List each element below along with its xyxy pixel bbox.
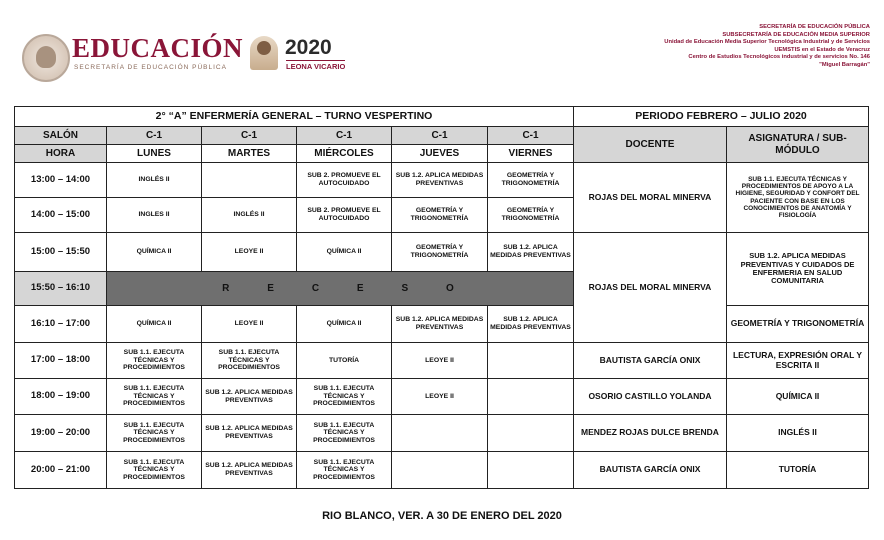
hora-header: HORA [14,144,107,163]
teacher-cell: MENDEZ ROJAS DULCE BRENDA [573,414,727,452]
teacher-cell: BAUTISTA GARCÍA ONIX [573,342,727,379]
time-slot: 17:00 – 18:00 [14,342,107,379]
class-cell: SUB 1.1. EJECUTA TÉCNICAS Y PROCEDIMIENTOS [106,451,202,489]
class-cell [487,342,574,379]
day-header: VIERNES [487,144,574,163]
time-slot: 16:10 – 17:00 [14,305,107,343]
class-cell [391,451,488,489]
table-title: 2° “A” ENFERMERÍA GENERAL – TURNO VESPERTINO [14,106,574,127]
class-cell: SUB 1.1. EJECUTA TÉCNICAS Y PROCEDIMIENTOS [106,378,202,415]
class-cell: SUB 1.2. APLICA MEDIDAS PREVENTIVAS [391,162,488,198]
class-cell: SUB 1.1. EJECUTA TÉCNICAS Y PROCEDIMIENTOS [296,451,392,489]
class-cell: LEOYE II [201,232,297,272]
subject-cell: GEOMETRÍA Y TRIGONOMETRÍA [726,305,869,343]
brand-title: EDUCACIÓN [72,33,244,63]
subject-cell: QUÍMICA II [726,378,869,415]
class-cell [487,378,574,415]
teacher-cell: BAUTISTA GARCÍA ONIX [573,451,727,489]
class-cell: SUB 1.1. EJECUTA TÉCNICAS Y PROCEDIMIENTOS [296,414,392,452]
class-cell: SUB 1.2. APLICA MEDIDAS PREVENTIVAS [201,414,297,452]
room-header: C-1 [487,126,574,145]
teacher-cell: ROJAS DEL MORAL MINERVA [573,162,727,233]
room-header: C-1 [296,126,392,145]
subject-cell: LECTURA, EXPRESIÓN ORAL Y ESCRITA II [726,342,869,379]
teacher-cell: ROJAS DEL MORAL MINERVA [573,232,727,343]
class-cell: SUB 1.1. EJECUTA TÉCNICAS Y PROCEDIMIENTOS [106,414,202,452]
room-header: C-1 [106,126,202,145]
class-cell: GEOMETRÍA Y TRIGONOMETRÍA [391,197,488,233]
institution-line: SUBSECRETARÍA DE EDUCACIÓN MEDIA SUPERIOR [722,31,870,38]
institution-line: "Miguel Barragán" [819,61,870,68]
time-slot: 18:00 – 19:00 [14,378,107,415]
class-cell: LEOYE II [201,305,297,343]
class-cell: TUTORÍA [296,342,392,379]
class-cell: SUB 1.2. APLICA MEDIDAS PREVENTIVAS [201,451,297,489]
class-cell: INGLÉS II [106,162,202,198]
docente-header: DOCENTE [573,126,727,163]
room-header: C-1 [391,126,488,145]
class-cell [391,414,488,452]
salon-header: SALÓN [14,126,107,145]
brand-subtitle: SECRETARÍA DE EDUCACIÓN PÚBLICA [74,64,227,71]
class-cell: LEOYE II [391,378,488,415]
day-header: LUNES [106,144,202,163]
class-cell: QUÍMICA II [296,232,392,272]
institution-line: UEMSTIS en el Estado de Veracruz [774,46,870,53]
time-slot: 14:00 – 15:00 [14,197,107,233]
period-label: PERIODO FEBRERO – JULIO 2020 [573,106,869,127]
class-cell [487,414,574,452]
class-cell: GEOMETRÍA Y TRIGONOMETRÍA [487,197,574,233]
time-slot: 20:00 – 21:00 [14,451,107,489]
class-cell [487,451,574,489]
subject-cell: TUTORÍA [726,451,869,489]
class-cell: SUB 1.2. APLICA MEDIDAS PREVENTIVAS [201,378,297,415]
class-cell: GEOMETRÍA Y TRIGONOMETRÍA [391,232,488,272]
subject-cell: SUB 1.1. EJECUTA TÉCNICAS Y PROCEDIMIENTOS DE APOYO A LA HIGIENE, SEGURIDAD Y CONFORT DEL PACIENTE CON BASE EN LOS CONOCIMIENTOS DE ANATOMÍA Y FISIOLOGÍA [726,162,869,233]
asignatura-header: ASIGNATURA / SUB-MÓDULO [726,126,869,163]
time-slot: 15:50 – 16:10 [14,271,107,306]
class-cell: INGLES II [106,197,202,233]
class-cell: LEOYE II [391,342,488,379]
class-cell: QUÍMICA II [106,305,202,343]
subject-cell: INGLÉS II [726,414,869,452]
footer-place-date: RIO BLANCO, VER. A 30 DE ENERO DEL 2020 [322,510,562,522]
class-cell: SUB 2. PROMUEVE EL AUTOCUIDADO [296,162,392,198]
time-slot: 15:00 – 15:50 [14,232,107,272]
institution-line: Unidad de Educación Media Superior Tecnológica Industrial y de Servicios [664,39,870,46]
institution-line: SECRETARÍA DE EDUCACIÓN PÚBLICA [759,24,870,30]
class-cell: SUB 1.1. EJECUTA TÉCNICAS Y PROCEDIMIENTOS [106,342,202,379]
class-cell: QUÍMICA II [106,232,202,272]
class-cell: SUB 1.1. EJECUTA TÉCNICAS Y PROCEDIMIENTOS [201,342,297,379]
class-cell: SUB 2. PROMUEVE EL AUTOCUIDADO [296,197,392,233]
class-cell: SUB 1.1. EJECUTA TÉCNICAS Y PROCEDIMIENTOS [296,378,392,415]
teacher-cell: OSORIO CASTILLO YOLANDA [573,378,727,415]
subject-cell: SUB 1.2. APLICA MEDIDAS PREVENTIVAS Y CUIDADOS DE ENFERMERIA EN SALUD COMUNITARIA [726,232,869,306]
day-header: MIÉRCOLES [296,144,392,163]
recess-band: R E C E S O [106,271,574,306]
year-logo-subtitle: LEONA VICARIO [286,62,346,71]
day-header: JUEVES [391,144,488,163]
time-slot: 13:00 – 14:00 [14,162,107,198]
institution-line: Centro de Estudios Tecnológicos industrial y de servicios No. 146 [688,54,870,61]
class-cell: QUÍMICA II [296,305,392,343]
class-cell: SUB 1.2. APLICA MEDIDAS PREVENTIVAS [391,305,488,343]
day-header: MARTES [201,144,297,163]
room-header: C-1 [201,126,297,145]
class-cell [201,162,297,198]
time-slot: 19:00 – 20:00 [14,414,107,452]
class-cell: SUB 1.2. APLICA MEDIDAS PREVENTIVAS [487,232,574,272]
class-cell: SUB 1.2. APLICA MEDIDAS PREVENTIVAS [487,305,574,343]
class-cell: GEOMETRÍA Y TRIGONOMETRÍA [487,162,574,198]
class-cell: INGLÉS II [201,197,297,233]
year-logo: 2020 [285,36,332,59]
